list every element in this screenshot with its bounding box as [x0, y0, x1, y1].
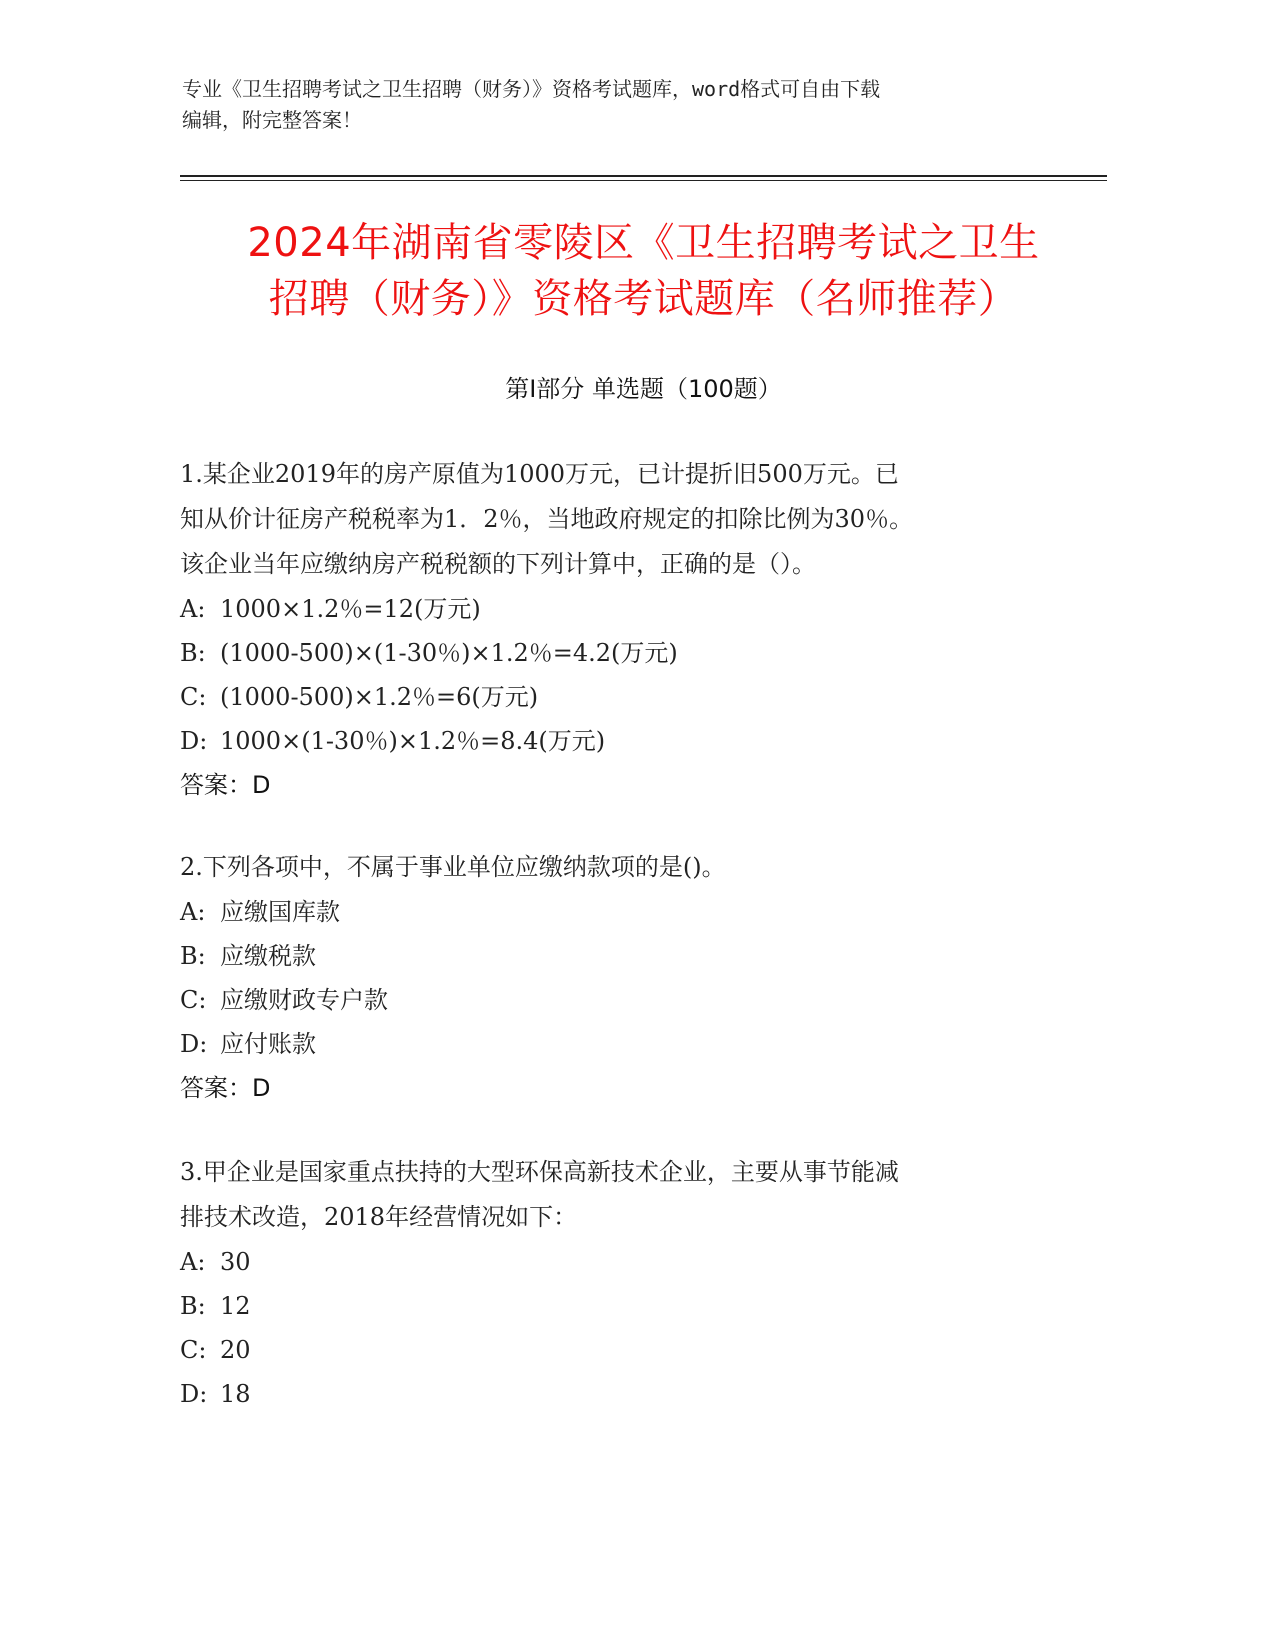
option-d: [180, 1022, 1100, 1066]
option-letter: A:: [180, 898, 206, 926]
question-stem-line: 知从价计征房产税税率为1．2％，当地政府规定的扣除比例为30％。: [180, 505, 914, 533]
question-stem-line: 1.某企业2019年的房产原值为1000万元，已计提折旧500万元。已: [180, 460, 899, 488]
option-letter: B:: [180, 942, 206, 970]
header-note-line-1: 专业《卫生招聘考试之卫生招聘（财务）》资格考试题库，word格式可自由下载: [182, 77, 881, 101]
option-text: (1000-500)×1.2％=6(万元): [220, 683, 539, 711]
option-text: 应付账款: [220, 1030, 316, 1058]
option-text: 1000×1.2％=12(万元): [220, 595, 481, 623]
question-stem-line: 3.甲企业是国家重点扶持的大型环保高新技术企业，主要从事节能减: [180, 1158, 899, 1186]
header-note: [182, 74, 1062, 136]
option-letter: A:: [180, 595, 206, 623]
question-3: [180, 1150, 1100, 1416]
option-b: [180, 631, 1100, 675]
section-title: 第Ⅰ部分 单选题（100题）: [505, 375, 782, 403]
document-title-line-1: 2024年湖南省零陵区《卫生招聘考试之卫生: [247, 220, 1040, 266]
option-letter: B:: [180, 639, 206, 667]
option-text: 12: [220, 1292, 251, 1320]
question-stem-line: 排技术改造，2018年经营情况如下：: [180, 1203, 578, 1231]
option-c: [180, 978, 1100, 1022]
option-letter: B:: [180, 1292, 206, 1320]
option-letter: D:: [180, 1380, 208, 1408]
option-b: [180, 934, 1100, 978]
option-text: 应缴国库款: [220, 898, 340, 926]
option-letter: C:: [180, 683, 207, 711]
answer: 答案：D: [180, 1074, 271, 1102]
question-stem: [180, 1150, 1100, 1240]
option-c: [180, 1328, 1100, 1372]
option-d: [180, 1372, 1100, 1416]
question-stem-line: 2.下列各项中，不属于事业单位应缴纳款项的是()。: [180, 853, 726, 881]
option-text: 20: [220, 1336, 251, 1364]
option-letter: A:: [180, 1248, 206, 1276]
option-text: (1000-500)×(1-30％)×1.2％=4.2(万元): [220, 639, 678, 667]
option-a: [180, 1240, 1100, 1284]
header-divider-thin: [180, 180, 1107, 181]
option-text: 18: [220, 1380, 251, 1408]
question-1: [180, 452, 1100, 807]
option-a: [180, 890, 1100, 934]
option-d: [180, 719, 1100, 763]
question-stem-line: 该企业当年应缴纳房产税税额的下列计算中，正确的是（）。: [180, 550, 816, 578]
document-title: [180, 215, 1107, 327]
option-b: [180, 1284, 1100, 1328]
option-text: 应缴财政专户款: [220, 986, 388, 1014]
option-text: 30: [220, 1248, 251, 1276]
option-text: 应缴税款: [220, 942, 316, 970]
option-letter: C:: [180, 986, 207, 1014]
header-divider-thick: [180, 175, 1107, 177]
question-stem: [180, 452, 1100, 587]
option-c: [180, 675, 1100, 719]
header-note-line-2: 编辑，附完整答案！: [182, 108, 362, 132]
option-a: [180, 587, 1100, 631]
option-letter: D:: [180, 727, 208, 755]
option-text: 1000×(1-30％)×1.2％=8.4(万元): [220, 727, 606, 755]
question-2: [180, 845, 1100, 1110]
answer: 答案：D: [180, 771, 271, 799]
document-title-line-2: 招聘（财务）》资格考试题库（名师推荐）: [268, 276, 1019, 322]
option-letter: D:: [180, 1030, 208, 1058]
question-stem: [180, 845, 1100, 890]
option-letter: C:: [180, 1336, 207, 1364]
